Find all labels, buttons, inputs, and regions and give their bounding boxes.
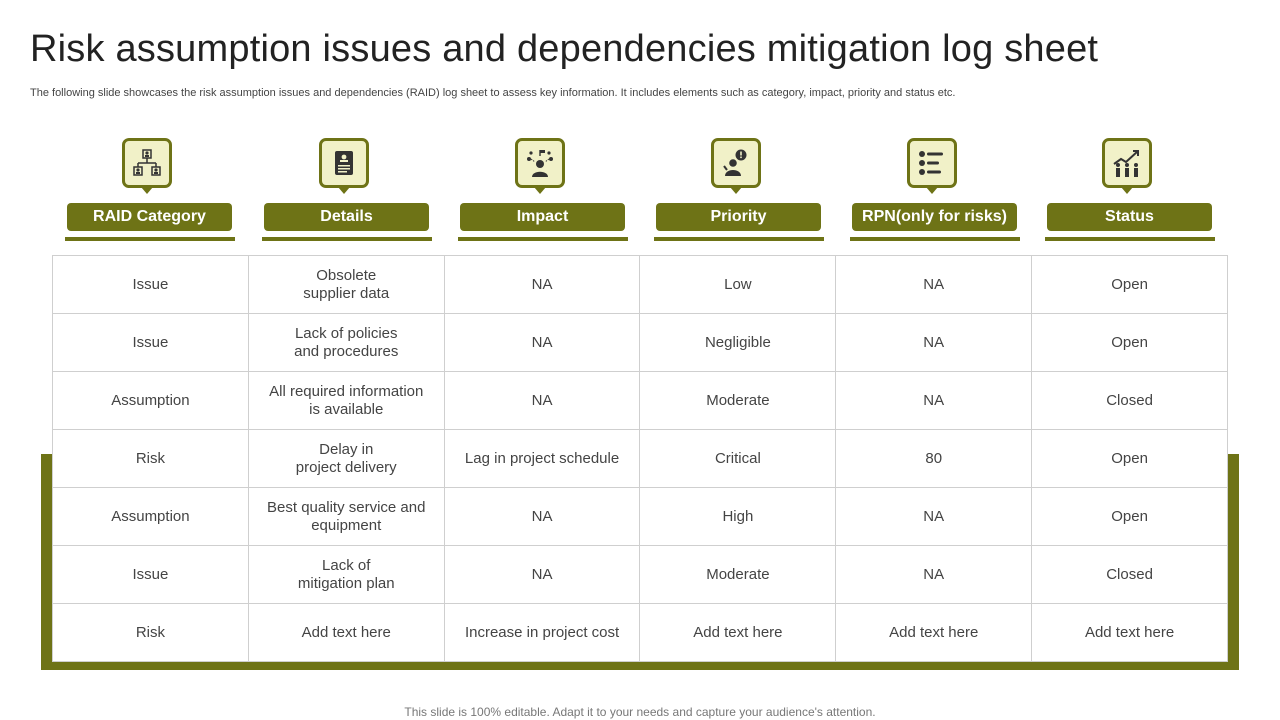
table-row xyxy=(53,604,1228,662)
cell-rpn: NA xyxy=(836,256,1032,314)
cell-priority: Negligible xyxy=(640,314,836,372)
cell-category: Assumption xyxy=(53,372,249,430)
cell-priority: Critical xyxy=(640,430,836,488)
cell-line: and procedures xyxy=(294,342,399,360)
cell-category: Issue xyxy=(53,314,249,372)
cell-priority: Moderate xyxy=(640,372,836,430)
cell-rpn: Add text here xyxy=(836,604,1032,662)
page-title: Risk assumption issues and dependencies mitigation log sheet xyxy=(30,28,1099,70)
cell-details xyxy=(248,314,444,372)
table-row xyxy=(53,430,1228,488)
table-row xyxy=(53,488,1228,546)
header-label: Details xyxy=(264,203,429,231)
cell-impact: Increase in project cost xyxy=(444,604,640,662)
cell-impact: NA xyxy=(444,546,640,604)
cell-status: Open xyxy=(1032,256,1228,314)
cell-rpn: NA xyxy=(836,488,1032,546)
cell-details xyxy=(248,430,444,488)
cell-impact: NA xyxy=(444,372,640,430)
cell-category: Issue xyxy=(53,256,249,314)
cell-line: Lack of xyxy=(322,556,371,574)
cell-line: Lack of policies xyxy=(294,324,398,342)
header-rpn xyxy=(850,138,1020,244)
header-underline xyxy=(850,237,1020,241)
alert-person-icon xyxy=(711,138,761,188)
cell-line: Delay in xyxy=(319,440,374,458)
header-underline xyxy=(654,237,824,241)
cell-impact: NA xyxy=(444,314,640,372)
cell-line: mitigation plan xyxy=(297,574,395,592)
cell-status: Open xyxy=(1032,314,1228,372)
cell-status: Closed xyxy=(1032,546,1228,604)
cell-category: Risk xyxy=(53,604,249,662)
cell-status: Open xyxy=(1032,488,1228,546)
cell-details xyxy=(248,604,444,662)
cell-rpn: NA xyxy=(836,546,1032,604)
page-subtitle: The following slide showcases the risk assumption issues and dependencies (RAID) log sheet to assess key information. It includes elements such as category, impact, priority and status etc. xyxy=(30,87,956,99)
table-row xyxy=(53,546,1228,604)
cell-rpn: NA xyxy=(836,314,1032,372)
table-row xyxy=(53,256,1228,314)
cell-status: Open xyxy=(1032,430,1228,488)
table-row xyxy=(53,372,1228,430)
cell-line: is available xyxy=(309,400,384,418)
header-label: Priority xyxy=(656,203,821,231)
header-underline xyxy=(1045,237,1215,241)
header-details xyxy=(262,138,432,244)
cell-rpn: NA xyxy=(836,372,1032,430)
cell-line: project delivery xyxy=(295,458,397,476)
cell-line: All required information xyxy=(269,382,424,400)
raid-log-table xyxy=(52,255,1228,662)
cell-priority: Add text here xyxy=(640,604,836,662)
cell-priority: Low xyxy=(640,256,836,314)
cell-impact: NA xyxy=(444,488,640,546)
cell-impact: Lag in project schedule xyxy=(444,430,640,488)
header-label: RPN(only for risks) xyxy=(852,203,1017,231)
cell-line: Add text here xyxy=(301,623,391,641)
cell-line: Obsolete xyxy=(316,266,377,284)
header-underline xyxy=(458,237,628,241)
growth-chart-icon xyxy=(1102,138,1152,188)
header-underline xyxy=(262,237,432,241)
footer-note: This slide is 100% editable. Adapt it to your needs and capture your audience's attention. xyxy=(404,705,876,719)
cell-details xyxy=(248,372,444,430)
cell-category: Assumption xyxy=(53,488,249,546)
cell-line: Best quality service and xyxy=(267,498,426,516)
cell-details xyxy=(248,546,444,604)
presenter-icon xyxy=(515,138,565,188)
cell-details xyxy=(248,256,444,314)
header-impact xyxy=(458,138,628,244)
org-chart-icon xyxy=(122,138,172,188)
header-label: RAID Category xyxy=(67,203,232,231)
cell-status: Add text here xyxy=(1032,604,1228,662)
header-status xyxy=(1045,138,1215,244)
cell-priority: High xyxy=(640,488,836,546)
document-icon xyxy=(319,138,369,188)
header-priority xyxy=(654,138,824,244)
cell-details xyxy=(248,488,444,546)
cell-priority: Moderate xyxy=(640,546,836,604)
cell-line: equipment xyxy=(311,516,382,534)
checklist-icon xyxy=(907,138,957,188)
cell-line: supplier data xyxy=(303,284,390,302)
cell-category: Issue xyxy=(53,546,249,604)
header-label: Impact xyxy=(460,203,625,231)
cell-rpn: 80 xyxy=(836,430,1032,488)
table-row xyxy=(53,314,1228,372)
cell-status: Closed xyxy=(1032,372,1228,430)
cell-impact: NA xyxy=(444,256,640,314)
cell-category: Risk xyxy=(53,430,249,488)
header-underline xyxy=(65,237,235,241)
header-label: Status xyxy=(1047,203,1212,231)
header-raid-category xyxy=(65,138,235,244)
